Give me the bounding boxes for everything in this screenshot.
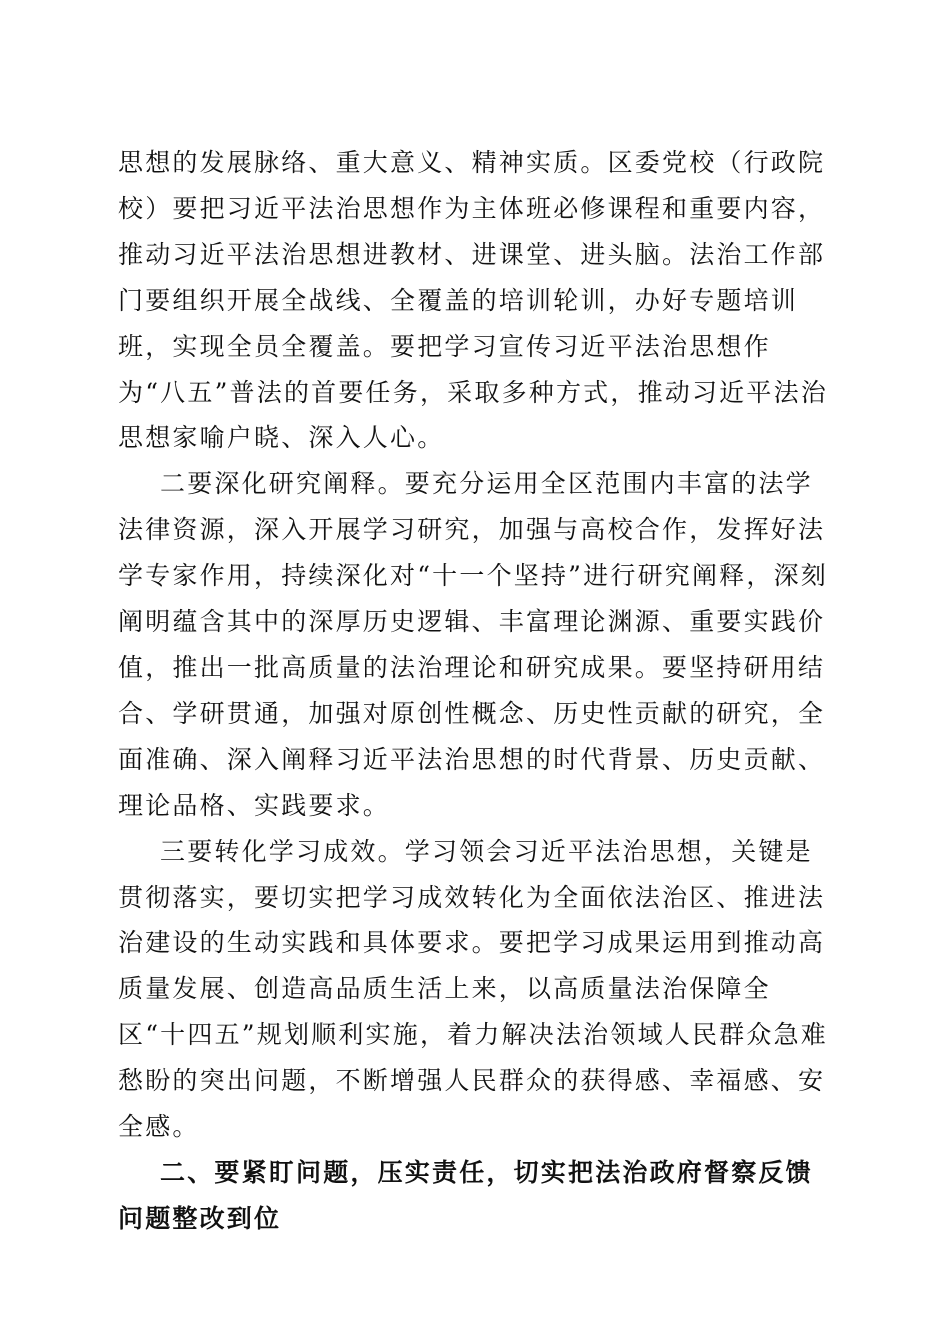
paragraph-research: 二要深化研究阐释。要充分运用全区范围内丰富的法学法律资源，深入开展学习研究，加强与高校合作，发挥好法学专家作用，持续深化对“十一个坚持”进行研究阐释，深刻阐明蕴含其中的深厚历史逻辑、丰富理论渊源、重要实践价值，推出一批高质量的法治理论和研究成果。要坚持研用结合、学研贯通，加强对原创性概念、历史性贡献的研究，全面准确、深入阐释习近平法治思想的时代背景、历史贡献、理论品格、实践要求。	[118, 469, 828, 820]
paragraph-effectiveness: 三要转化学习成效。学习领会习近平法治思想，关键是贯彻落实，要切实把学习成效转化为全面依法治区、推进法治建设的生动实践和具体要求。要把学习成果运用到推动高质量发展、创造高品质生活上来，以高质量法治保障全区“十四五”规划顺利实施，着力解决法治领域人民群众急难愁盼的突出问题，不断增强人民群众的获得感、幸福感、安全感。	[118, 836, 828, 1142]
document-body	[118, 140, 838, 1242]
paragraph-continuation: 思想的发展脉络、重大意义、精神实质。区委党校（行政院校）要把习近平法治思想作为主体班必修课程和重要内容，推动习近平法治思想进教材、进课堂、进头脑。法治工作部门要组织开展全战线、全覆盖的培训轮训，办好专题培训班，实现全员全覆盖。要把学习宣传习近平法治思想作为“八五”普法的首要任务，采取多种方式，推动习近平法治思想家喻户晓、深入人心。	[118, 148, 828, 453]
section-heading: 二、要紧盯问题，压实责任，切实把法治政府督察反馈问题整改到位	[118, 1157, 813, 1233]
